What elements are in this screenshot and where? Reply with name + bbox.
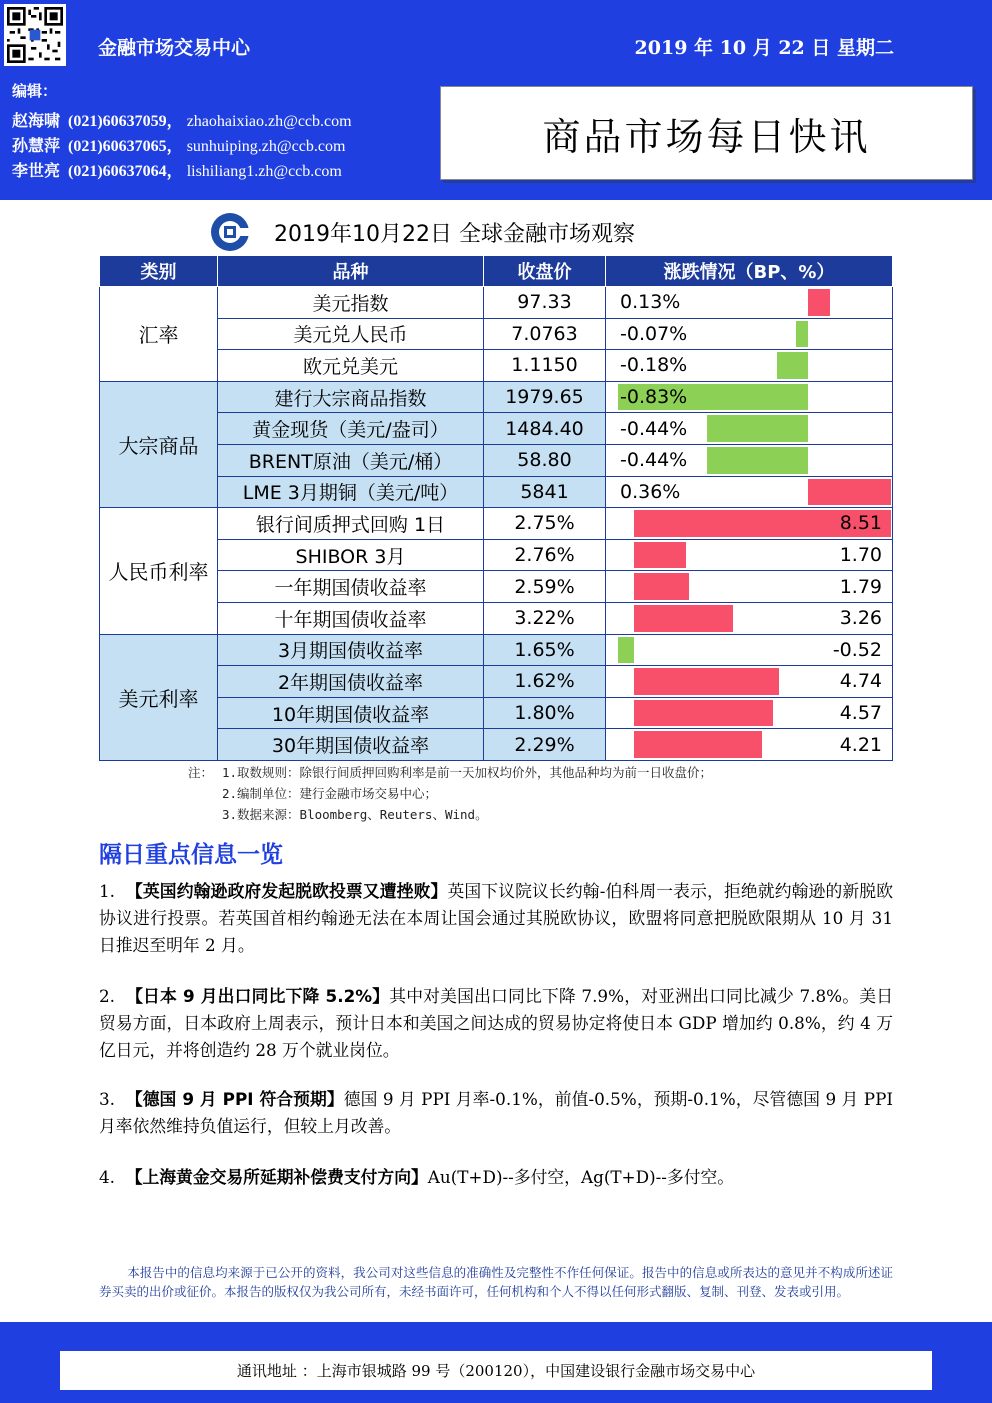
instrument-name: 美元兑人民币 <box>218 318 484 350</box>
header-change: 涨跌情况（BP、%） <box>606 256 893 287</box>
news-headline: 【德国 9 月 PPI 符合预期】 <box>125 1089 344 1109</box>
close-price: 2.29% <box>484 729 606 761</box>
change-bar-up <box>808 289 830 316</box>
ccb-logo-icon <box>208 212 252 252</box>
qr-code-graphic <box>7 7 63 63</box>
news-headline: 【上海黄金交易所延期补偿费支付方向】 <box>125 1167 428 1187</box>
header-category: 类别 <box>100 256 218 287</box>
change-cell <box>606 571 893 603</box>
change-bar-down <box>707 447 808 474</box>
news-headline: 【英国约翰逊政府发起脱欧投票又遭挫败】 <box>125 881 448 901</box>
category-cell: 汇率 <box>100 287 218 382</box>
change-cell <box>606 602 893 634</box>
change-bar-up <box>808 479 891 506</box>
news-body: 其中对美国出口同比下降 7.9%，对亚洲出口同比减少 7.8%。美日贸易方面，日本政府上周表示，预计日本和美国之间达成的贸易协定将使日本 GDP 增加约 0.8%，约 4 万亿日元，并将创造约 28 万个就业岗位。 <box>99 986 894 1060</box>
table-row <box>100 318 893 350</box>
editor-email[interactable]: zhaohaixiao.zh@ccb.com <box>186 113 352 130</box>
change-value: -0.52 <box>832 638 882 661</box>
editor-phone: (021)60637065， <box>68 138 183 155</box>
close-price: 1979.65 <box>484 381 606 413</box>
table-row <box>100 697 893 729</box>
change-bar-up <box>634 668 779 695</box>
note-line: 2.编制单位：建行金融市场交易中心； <box>222 786 438 801</box>
change-value: -0.18% <box>620 354 688 377</box>
close-price: 1.62% <box>484 666 606 698</box>
close-price: 2.76% <box>484 539 606 571</box>
instrument-name: 建行大宗商品指数 <box>218 381 484 413</box>
change-bar-down <box>777 352 808 379</box>
category-cell: 大宗商品 <box>100 381 218 507</box>
instrument-name: 10年期国债收益率 <box>218 697 484 729</box>
category-cell: 人民币利率 <box>100 508 218 634</box>
instrument-name: 黄金现货（美元/盎司） <box>218 413 484 445</box>
header-close: 收盘价 <box>484 256 606 287</box>
editor-name: 赵海啸 <box>12 113 61 130</box>
editor-phone: (021)60637059， <box>68 113 183 130</box>
disclaimer-text: 本报告中的信息均来源于已公开的资料，我公司对这些信息的准确性及完整性不作任何保证。报告中的信息或所表达的意见并不构成所述证券买卖的出价或征价。本报告的版权仅为我公司所有，未经书面许可，任何机构和个人不得以任何形式翻版、复制、刊登、发表或引用。 <box>99 1265 893 1299</box>
change-cell <box>606 666 893 698</box>
notes-label: 注： <box>188 765 214 780</box>
table-row <box>100 571 893 603</box>
instrument-name: 美元指数 <box>218 287 484 319</box>
editor-email[interactable]: lishiliang1.zh@ccb.com <box>186 163 342 180</box>
close-price: 1.1150 <box>484 350 606 382</box>
table-row <box>100 634 893 666</box>
close-price: 2.75% <box>484 508 606 540</box>
editor-phone: (021)60637064， <box>68 163 183 180</box>
instrument-name: BRENT原油（美元/桶） <box>218 444 484 476</box>
change-cell <box>606 381 893 413</box>
change-bar-up <box>634 605 733 632</box>
news-headline: 【日本 9 月出口同比下降 5.2%】 <box>126 986 390 1006</box>
change-cell <box>606 508 893 540</box>
footer-address: 通讯地址 ：上海市银城路 99 号（200120），中国建设银行金融市场交易中心 <box>236 1362 756 1380</box>
note-line: 3.数据来源：Bloomberg、Reuters、Wind。 <box>222 807 488 822</box>
change-cell <box>606 318 893 350</box>
change-value: 4.21 <box>839 733 882 756</box>
instrument-name: 一年期国债收益率 <box>218 571 484 603</box>
change-cell <box>606 444 893 476</box>
change-bar-down <box>618 637 634 664</box>
editor-line <box>12 108 352 131</box>
instrument-name: SHIBOR 3月 <box>218 539 484 571</box>
change-value: 0.13% <box>620 291 681 314</box>
disclaimer <box>99 1263 893 1301</box>
close-price: 97.33 <box>484 287 606 319</box>
table-header-row <box>100 256 893 287</box>
section-title: 隔日重点信息一览 <box>99 842 283 868</box>
editor-line <box>12 158 342 181</box>
change-cell <box>606 350 893 382</box>
org-name: 金融市场交易中心 <box>98 37 251 59</box>
news-body: Au(T+D)--多付空，Ag(T+D)--多付空。 <box>427 1167 735 1187</box>
table-title-row <box>208 212 635 252</box>
report-date: 2019 年 10 月 22 日 星期二 <box>634 37 894 59</box>
news-item <box>99 983 893 1064</box>
change-cell <box>606 634 893 666</box>
table-row <box>100 413 893 445</box>
table-row <box>100 444 893 476</box>
change-cell <box>606 287 893 319</box>
close-price: 1.65% <box>484 634 606 666</box>
table-row <box>100 476 893 508</box>
close-price: 3.22% <box>484 602 606 634</box>
change-value: 4.74 <box>839 670 882 693</box>
news-item <box>99 1164 893 1191</box>
close-price: 5841 <box>484 476 606 508</box>
news-number: 2. <box>99 986 116 1006</box>
change-value: -0.83% <box>620 386 688 409</box>
change-value: -0.07% <box>620 322 688 345</box>
change-value: 4.57 <box>839 702 882 725</box>
instrument-name: 2年期国债收益率 <box>218 666 484 698</box>
change-value: 0.36% <box>620 480 681 503</box>
table-row <box>100 381 893 413</box>
change-cell <box>606 729 893 761</box>
instrument-name: 十年期国债收益率 <box>218 602 484 634</box>
close-price: 1484.40 <box>484 413 606 445</box>
instrument-name: 3月期国债收益率 <box>218 634 484 666</box>
table-row <box>100 666 893 698</box>
change-bar-up <box>634 731 762 758</box>
instrument-name: 30年期国债收益率 <box>218 729 484 761</box>
footer-address-box <box>60 1351 932 1390</box>
news-item <box>99 878 893 959</box>
editor-name: 李世亮 <box>12 163 61 180</box>
table-row <box>100 729 893 761</box>
news-number: 4. <box>99 1167 116 1187</box>
report-title-box <box>440 86 973 180</box>
close-price: 1.80% <box>484 697 606 729</box>
change-value: 1.79 <box>839 575 882 598</box>
market-table <box>99 255 893 761</box>
change-bar-down <box>796 321 808 348</box>
change-cell <box>606 539 893 571</box>
news-number: 3. <box>99 1089 116 1109</box>
header-name: 品种 <box>218 256 484 287</box>
table-notes <box>188 762 712 825</box>
change-cell <box>606 697 893 729</box>
category-cell: 美元利率 <box>100 634 218 760</box>
table-title: 2019年10月22日 全球金融市场观察 <box>274 221 635 247</box>
editors-label: 编辑： <box>12 82 58 100</box>
news-number: 1. <box>99 881 116 901</box>
table-row <box>100 287 893 319</box>
instrument-name: 银行间质押式回购 1日 <box>218 508 484 540</box>
close-price: 2.59% <box>484 571 606 603</box>
change-value: -0.44% <box>620 417 688 440</box>
change-cell <box>606 413 893 445</box>
news-body: 德国 9 月 PPI 月率-0.1%，前值-0.5%，预期-0.1%，尽管德国 9 月 PPI 月率依然维持负值运行，但较上月改善。 <box>99 1089 894 1136</box>
instrument-name: 欧元兑美元 <box>218 350 484 382</box>
note-line: 1.取数规则：除银行间质押回购利率是前一天加权均价外，其他品种均为前一日收盘价； <box>222 765 713 780</box>
change-value: 3.26 <box>839 607 882 630</box>
editor-name: 孙慧萍 <box>12 138 61 155</box>
qr-code-icon <box>4 4 66 66</box>
table-row <box>100 539 893 571</box>
table-row <box>100 508 893 540</box>
change-cell <box>606 476 893 508</box>
news-body: 英国下议院议长约翰-伯科周一表示，拒绝就约翰逊的新脱欧协议进行投票。若英国首相约翰逊无法在本周让国会通过其脱欧协议，欧盟将同意把脱欧限期从 10 月 31 日推迟至明年 2 月。 <box>99 881 893 955</box>
change-value: -0.44% <box>620 449 688 472</box>
change-bar-up <box>634 700 773 727</box>
change-bar-up <box>634 573 689 600</box>
table-row <box>100 350 893 382</box>
report-title: 商品市场每日快讯 <box>542 114 871 159</box>
close-price: 7.0763 <box>484 318 606 350</box>
change-value: 1.70 <box>839 544 882 567</box>
editor-line <box>12 133 345 156</box>
news-item <box>99 1086 893 1140</box>
change-bar-down <box>707 415 808 442</box>
table-row <box>100 602 893 634</box>
instrument-name: LME 3月期铜（美元/吨） <box>218 476 484 508</box>
change-value: 8.51 <box>839 512 882 535</box>
close-price: 58.80 <box>484 444 606 476</box>
header-bar <box>0 0 992 70</box>
change-bar-up <box>634 542 686 569</box>
editor-email[interactable]: sunhuiping.zh@ccb.com <box>186 138 346 155</box>
